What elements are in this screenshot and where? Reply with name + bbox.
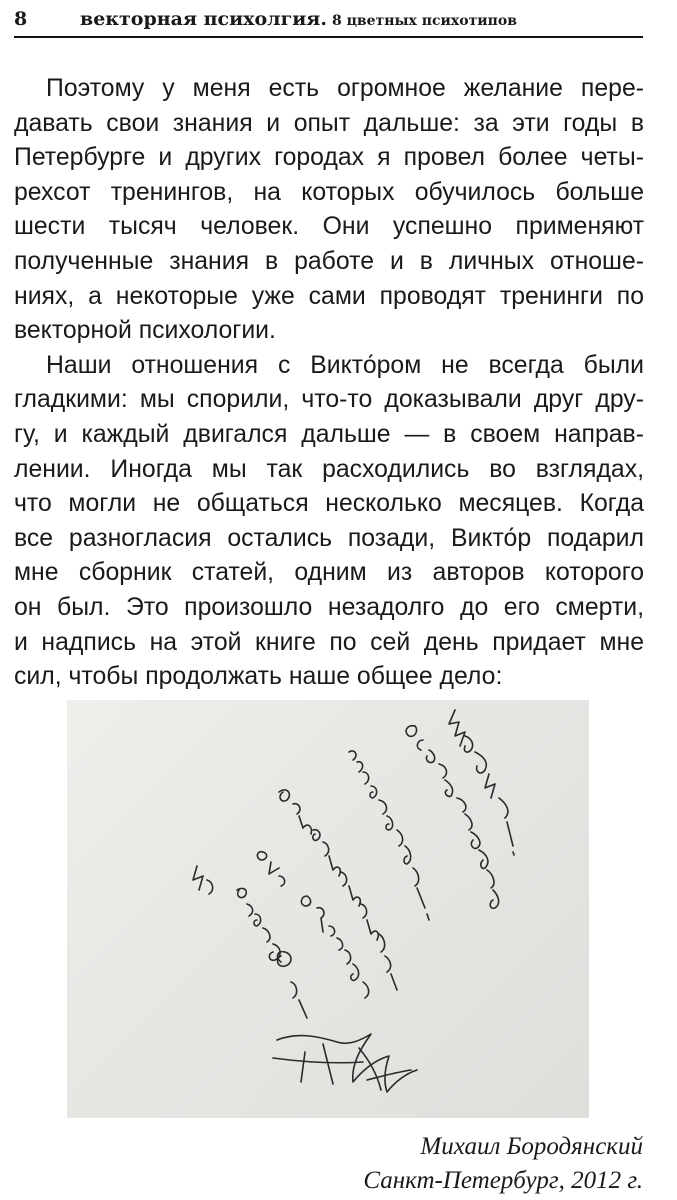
- text-line: Петербурге и других городах я провел более четы-: [14, 144, 644, 172]
- signature-block: [363, 1130, 643, 1198]
- text-line: рехсот тренингов, на которых обучилось больше: [14, 178, 644, 206]
- text-line: векторной психологии.: [14, 317, 276, 345]
- handwriting-drawing: [67, 700, 589, 1118]
- running-header: [14, 4, 643, 38]
- place-date: Санкт-Петербург, 2012 г.: [363, 1167, 643, 1194]
- text-line: Поэтому у меня есть огромное желание пере-: [46, 75, 644, 102]
- text-line: полученные знания в работе и в личных отноше-: [14, 247, 644, 275]
- text-line: мне сборник статей, одним из авторов которого: [14, 559, 644, 587]
- running-title: [80, 8, 517, 30]
- text-line: что могли не общаться несколько месяцев. Когда: [14, 490, 644, 518]
- running-title-subtitle: 8 цветных психотипов: [331, 13, 517, 29]
- author-name: Михаил Бородянский: [420, 1133, 643, 1160]
- text-line: гу, и каждый двигался дальше — в своем направ-: [14, 420, 644, 448]
- text-line: и надпись на этой книге по сей день придает мне: [14, 628, 644, 656]
- text-line: давать свои знания и опыт дальше: за эти годы в: [14, 109, 644, 137]
- body-text: [14, 72, 644, 695]
- text-line: гладкими: мы спорили, что-то доказывали друг дру-: [14, 386, 644, 414]
- text-line: сил, чтобы продолжать наше общее дело:: [14, 663, 503, 691]
- text-line: лении. Иногда мы так расходились во взглядах,: [14, 455, 644, 483]
- running-title-main: векторная психолгия.: [80, 8, 327, 30]
- text-line: он был. Это произошло незадолго до его смерти,: [14, 593, 644, 621]
- text-line: ниях, а некоторые уже сами проводят тренинги по: [14, 282, 644, 310]
- handwritten-inscription-photo: [67, 700, 589, 1118]
- paragraph-1: [14, 72, 644, 349]
- paragraph-2: [14, 349, 644, 695]
- text-line: шести тысяч человек. Они успешно применяют: [14, 213, 644, 241]
- text-line: все разногласия остались позади, Викто́р подарил: [14, 524, 644, 552]
- text-line: Наши отношения с Викто́ром не всегда были: [46, 351, 644, 379]
- page-number: 8: [14, 8, 28, 30]
